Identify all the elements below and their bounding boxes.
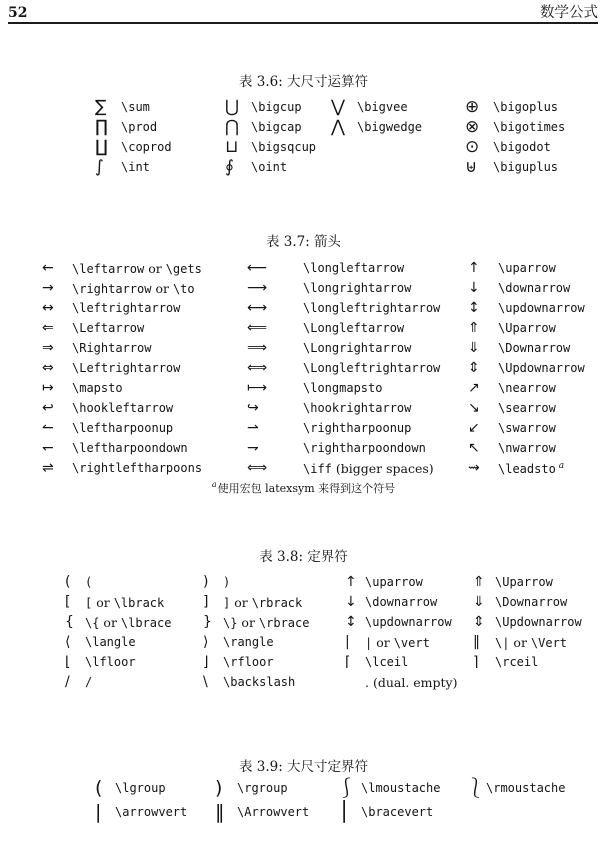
symbol-glyph: ↙: [468, 420, 480, 436]
symbol-glyph: ⟵: [247, 260, 268, 276]
symbol-glyph: ⇒: [42, 340, 54, 356]
symbol-glyph: ⌉: [473, 654, 479, 670]
latex-command: \searrow: [498, 401, 556, 415]
symbol-glyph: ⇕: [473, 614, 485, 630]
symbol-glyph: [: [65, 594, 71, 610]
or-connector: or: [92, 594, 114, 610]
symbol-glyph: ∐: [95, 137, 108, 157]
symbol-glyph: ⟷: [247, 300, 268, 316]
latex-command: \longleftrightarrow: [303, 301, 441, 315]
symbol-glyph: ⟺: [247, 460, 268, 476]
or-connector: or: [151, 280, 173, 296]
symbol-glyph: (: [65, 574, 71, 590]
symbol-glyph: ∑: [95, 97, 107, 117]
symbol-glyph: ⇁: [247, 440, 259, 456]
symbol-glyph: /: [65, 674, 70, 690]
symbol-glyph: ⇑: [473, 574, 485, 590]
latex-command: \Leftarrow: [72, 321, 145, 335]
symbol-glyph: ⋁: [331, 97, 345, 117]
symbol-glyph: ⟹: [247, 340, 268, 356]
symbol-glyph: ⇕: [468, 360, 480, 376]
latex-command: \rmoustache: [486, 781, 566, 795]
symbol-glyph: ⇓: [468, 340, 480, 356]
latex-command: \Updownarrow: [498, 361, 585, 375]
latex-command: \| or \Vert: [495, 634, 568, 650]
symbol-glyph: {: [65, 614, 74, 630]
latex-command: \rceil: [495, 655, 539, 669]
latex-command: \prod: [121, 120, 158, 134]
symbol-glyph: ⟺: [247, 360, 268, 376]
symbol-glyph: ∮: [225, 157, 234, 177]
symbol-glyph: ⇀: [247, 420, 259, 436]
latex-command: ): [223, 575, 231, 589]
latex-command: \lgroup: [115, 781, 166, 795]
symbol-glyph: ↖: [468, 440, 480, 456]
latex-command: \longrightarrow: [303, 281, 412, 295]
latex-command: \Uparrow: [495, 575, 553, 589]
latex-command: \Uparrow: [498, 321, 556, 335]
latex-command: \rightharpoonup: [303, 421, 412, 435]
symbol-glyph: ↔: [42, 300, 54, 316]
latex-command: \coprod: [121, 140, 172, 154]
latex-command: \{ or \lbrace: [85, 614, 172, 630]
symbol-glyph: ⌈: [345, 654, 351, 670]
latex-command: (: [85, 575, 93, 589]
footnote-reference: a: [558, 460, 565, 471]
symbol-glyph: |: [345, 634, 350, 650]
symbol-glyph: ⋂: [225, 117, 239, 137]
latex-command: \bracevert: [361, 805, 434, 819]
latex-command: \nwarrow: [498, 441, 556, 455]
latex-command: \lceil: [365, 655, 409, 669]
latex-command: \biguplus: [493, 160, 559, 174]
latex-command: \bigotimes: [493, 120, 566, 134]
symbol-glyph: ←: [42, 260, 54, 276]
table-3-7-footnote: [0, 480, 607, 496]
latex-command: \Downarrow: [498, 341, 571, 355]
symbol-glyph: (: [95, 777, 103, 799]
latex-command: \leftharpoondown: [72, 441, 188, 455]
latex-command: \leftrightarrow: [72, 301, 181, 315]
symbol-glyph: ∏: [95, 117, 108, 137]
symbol-glyph: ↑: [468, 260, 480, 276]
symbol-glyph: ↼: [42, 420, 54, 436]
symbol-glyph: ‖: [215, 801, 225, 823]
latex-command: \swarrow: [498, 421, 556, 435]
symbol-glyph: ‖: [473, 634, 480, 650]
latex-command: \Leftrightarrow: [72, 361, 181, 375]
latex-command: \iff (bigger spaces): [303, 460, 434, 476]
or-connector: or: [372, 634, 394, 650]
latex-command: \bigwedge: [357, 120, 423, 134]
symbol-glyph: ⇐: [42, 320, 54, 336]
symbol-glyph: ⎰: [337, 777, 357, 799]
latex-command: \int: [121, 160, 150, 174]
latex-command: \langle: [85, 635, 136, 649]
latex-command: \hookrightarrow: [303, 401, 412, 415]
symbol-glyph: ↓: [345, 594, 357, 610]
symbol-glyph: ⌋: [203, 654, 209, 670]
latex-command: \updownarrow: [365, 615, 452, 629]
latex-command: /: [85, 675, 93, 689]
symbol-glyph: \: [203, 674, 208, 690]
or-connector: or: [237, 614, 259, 630]
latex-command: \bigvee: [357, 100, 408, 114]
latex-command: \bigoplus: [493, 100, 559, 114]
symbol-glyph: →: [42, 280, 54, 296]
page-header: [8, 0, 598, 24]
table-3-6-large-operators: [95, 97, 593, 177]
page-number: 52: [8, 5, 28, 21]
symbol-glyph: ⋀: [331, 117, 345, 137]
latex-command: \bigcap: [251, 120, 302, 134]
symbol-glyph: ↑: [345, 574, 357, 590]
symbol-glyph: ]: [203, 594, 209, 610]
symbol-glyph: ↗: [468, 380, 480, 396]
symbol-glyph: ⟨: [65, 634, 71, 650]
latex-command: | or \vert: [365, 634, 430, 650]
latex-command: \bigodot: [493, 140, 551, 154]
table-3-7-arrows: [42, 258, 606, 478]
latex-command: [ or \lbrack: [85, 594, 165, 610]
symbol-glyph: ∫: [95, 157, 104, 177]
symbol-glyph: |: [95, 801, 102, 823]
or-connector: or: [509, 634, 531, 650]
latex-command: \leftharpoonup: [72, 421, 174, 435]
latex-command: \rgroup: [237, 781, 288, 795]
latex-command: \Longleftrightarrow: [303, 361, 441, 375]
latex-command: \Longleftarrow: [303, 321, 405, 335]
symbol-glyph: ⊙: [465, 137, 480, 157]
symbol-glyph: ⟼: [247, 380, 268, 396]
latex-command: \mapsto: [72, 381, 123, 395]
symbol-glyph: ⊗: [465, 117, 480, 137]
latex-command: \rightharpoondown: [303, 441, 426, 455]
latex-command: \arrowvert: [115, 805, 188, 819]
table-3-9-large-delimiters: [95, 776, 596, 824]
or-connector: or: [99, 614, 121, 630]
latex-command: \rangle: [223, 635, 274, 649]
symbol-glyph: ↩: [42, 400, 54, 416]
latex-command: \Rightarrow: [72, 341, 152, 355]
latex-command: \rightleftharpoons: [72, 461, 203, 475]
symbol-glyph: ⟶: [247, 280, 268, 296]
roman-note: (bigger spaces): [331, 460, 434, 476]
symbol-glyph: ⋃: [225, 97, 239, 117]
symbol-glyph: ↕: [468, 300, 480, 316]
or-connector: or: [144, 260, 166, 276]
header-title: 数学公式: [540, 5, 598, 21]
symbol-glyph: ): [203, 574, 209, 590]
symbol-glyph: ↪: [247, 400, 259, 416]
symbol-glyph: ↕: [345, 614, 357, 630]
latex-command: \} or \rbrace: [223, 614, 310, 630]
symbol-glyph: ⇔: [42, 360, 54, 376]
table-3-8-caption: 表 3.8: 定界符: [259, 549, 348, 565]
latex-command: \uparrow: [365, 575, 423, 589]
or-connector: or: [230, 594, 252, 610]
symbol-glyph: ): [215, 777, 223, 799]
footnote-text: 使用宏包 latexsym 来得到这个符号: [217, 482, 396, 495]
symbol-glyph: ⟸: [247, 320, 268, 336]
latex-command: \backslash: [223, 675, 296, 689]
symbol-glyph: ⟩: [203, 634, 209, 650]
latex-command: \Downarrow: [495, 595, 568, 609]
symbol-glyph: ↦: [42, 380, 54, 396]
symbol-glyph: ⎱: [466, 777, 486, 799]
latex-command: ] or \rbrack: [223, 594, 303, 610]
symbol-glyph: ⇓: [473, 594, 485, 610]
latex-command: \lfloor: [85, 655, 136, 669]
symbol-glyph: }: [203, 614, 212, 630]
latex-command: \leftarrow or \gets: [72, 260, 202, 276]
latex-command: \sum: [121, 100, 150, 114]
latex-command: [365, 675, 473, 690]
latex-command: \rfloor: [223, 655, 274, 669]
symbol-glyph: ⇌: [42, 460, 54, 476]
latex-command: \Arrowvert: [237, 805, 310, 819]
latex-command: \rightarrow or \to: [72, 280, 195, 296]
symbol-glyph: ⊕: [465, 97, 480, 117]
latex-command: \Longrightarrow: [303, 341, 412, 355]
symbol-glyph: ⇑: [468, 320, 480, 336]
latex-command: \uparrow: [498, 261, 556, 275]
latex-command: \oint: [251, 160, 288, 174]
latex-command: \leadsto $^a$: [498, 460, 565, 476]
latex-command: \bigcup: [251, 100, 302, 114]
latex-command: \downarrow: [498, 281, 571, 295]
table-3-9-caption: 表 3.9: 大尺寸定界符: [238, 759, 369, 775]
symbol-glyph: ↘: [468, 400, 480, 416]
footnote-marker: a: [211, 480, 217, 490]
latex-command: \nearrow: [498, 381, 556, 395]
symbol-glyph: ⇝: [468, 460, 480, 476]
latex-command: \hookleftarrow: [72, 401, 174, 415]
table-3-7-caption: 表 3.7: 箭头: [265, 234, 342, 250]
roman-note: . (dual. empty): [365, 674, 458, 690]
latex-command: \longleftarrow: [303, 261, 405, 275]
table-3-6-caption: 表 3.6: 大尺寸运算符: [238, 74, 369, 90]
symbol-glyph: ⎪: [337, 801, 352, 823]
symbol-glyph: ⊎: [465, 157, 478, 177]
latex-command: \updownarrow: [498, 301, 585, 315]
latex-command: \lmoustache: [361, 781, 441, 795]
latex-command: \longmapsto: [303, 381, 383, 395]
symbol-glyph: ↽: [42, 440, 54, 456]
latex-command: \downarrow: [365, 595, 438, 609]
symbol-glyph: ↓: [468, 280, 480, 296]
latex-command: \bigsqcup: [251, 140, 317, 154]
symbol-glyph: ⊔: [225, 137, 239, 157]
latex-command: \Updownarrow: [495, 615, 582, 629]
table-3-8-delimiters: [65, 572, 595, 692]
symbol-glyph: ⌊: [65, 654, 71, 670]
